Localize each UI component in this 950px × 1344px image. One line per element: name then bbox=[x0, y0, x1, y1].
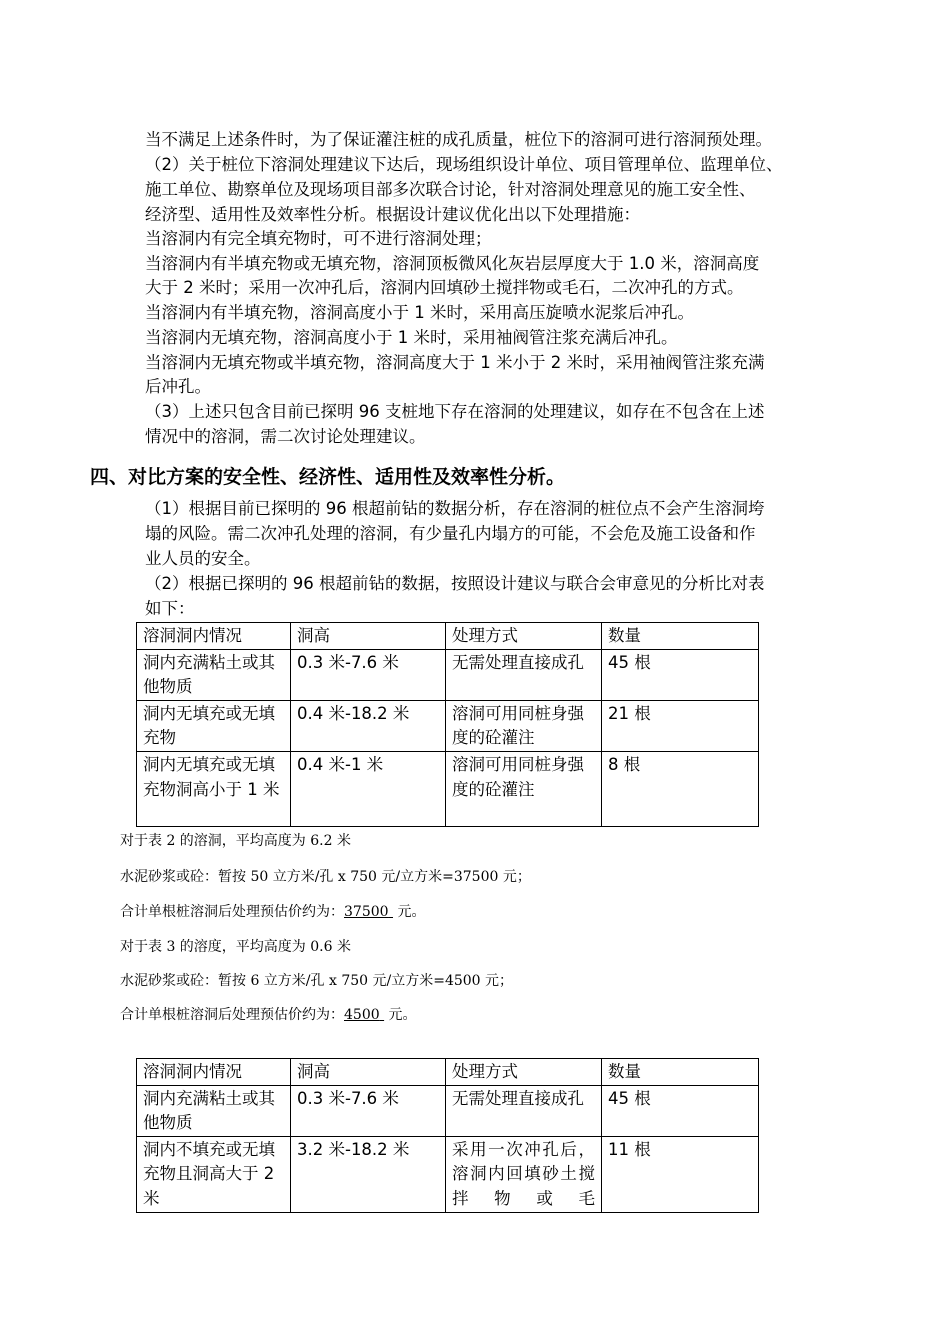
paragraph-line: 大于 2 米时；采用一次冲孔后，溶洞内回填砂土搅拌物或毛石，二次冲孔的方式。 bbox=[145, 278, 744, 297]
note-line: 水泥砂浆或砼：暂按 50 立方米/孔 x 750 元/立方米=37500 元； bbox=[120, 869, 531, 885]
paragraph-line: 当溶洞内无填充物，溶洞高度小于 1 米时，采用袖阀管注浆充满后冲孔。 bbox=[145, 328, 678, 347]
comparison-table-2 bbox=[136, 1058, 759, 1213]
table-cell: 溶洞可用同桩身强度的砼灌注 bbox=[446, 751, 602, 826]
estimated-price bbox=[344, 904, 393, 920]
estimated-price bbox=[344, 1007, 384, 1023]
paragraph-line: 塌的风险。需二次冲孔处理的溶洞，有少量孔内塌方的可能，不会危及施工设备和作 bbox=[145, 524, 756, 543]
header-cell: 处理方式 bbox=[446, 623, 602, 650]
note-line: 水泥砂浆或砼：暂按 6 立方米/孔 x 750 元/立方米=4500 元； bbox=[120, 973, 514, 989]
table-cell: 无需处理直接成孔 bbox=[446, 649, 602, 700]
header-cell: 处理方式 bbox=[446, 1059, 602, 1086]
paragraph-line: 后冲孔。 bbox=[145, 377, 211, 396]
header-cell: 洞高 bbox=[291, 623, 446, 650]
table-cell: 洞内无填充或无填充物洞高小于 1 米 bbox=[137, 751, 291, 826]
header-cell: 洞高 bbox=[291, 1059, 446, 1086]
paragraph-line: 施工单位、勘察单位及现场项目部多次联合讨论，针对溶洞处理意见的施工安全性、 bbox=[145, 180, 756, 199]
paragraph-line: 当溶洞内有半填充物，溶洞高度小于 1 米时，采用高压旋喷水泥浆后冲孔。 bbox=[145, 303, 694, 322]
table-cell: 21 根 bbox=[602, 700, 759, 751]
paragraph-line: （2）根据已探明的 96 根超前钻的数据，按照设计建议与联合会审意见的分析比对表 bbox=[145, 574, 765, 593]
header-cell: 溶洞洞内情况 bbox=[137, 1059, 291, 1086]
comparison-table-1 bbox=[136, 622, 759, 827]
table-cell: 采用一次冲孔后，溶洞内回填砂土搅拌物或毛 bbox=[446, 1136, 602, 1212]
note-text: 合计单根桩溶洞后处理预估价约为： bbox=[120, 1007, 344, 1023]
table-cell: 无需处理直接成孔 bbox=[446, 1085, 602, 1136]
table-cell: 0.3 米-7.6 米 bbox=[291, 649, 446, 700]
table-row bbox=[137, 649, 759, 700]
note-line: 对于表 3 的溶度，平均高度为 0.6 米 bbox=[120, 939, 351, 955]
table-cell: 0.3 米-7.6 米 bbox=[291, 1085, 446, 1136]
table-cell: 8 根 bbox=[602, 751, 759, 826]
paragraph-line: 当溶洞内有完全填充物时，可不进行溶洞处理； bbox=[145, 229, 492, 248]
table-header-row bbox=[137, 623, 759, 650]
header-cell: 数量 bbox=[602, 1059, 759, 1086]
note-text: 合计单根桩溶洞后处理预估价约为： bbox=[120, 904, 344, 920]
note-line bbox=[120, 1004, 417, 1024]
note-line bbox=[120, 901, 425, 921]
table-header-row bbox=[137, 1059, 759, 1086]
paragraph-line: （1）根据目前已探明的 96 根超前钻的数据分析，存在溶洞的桩位点不会产生溶洞垮 bbox=[145, 499, 765, 518]
paragraph-line: 如下： bbox=[145, 599, 195, 618]
table-cell: 3.2 米-18.2 米 bbox=[291, 1136, 446, 1212]
table-cell: 0.4 米-18.2 米 bbox=[291, 700, 446, 751]
paragraph-line: 业人员的安全。 bbox=[145, 549, 261, 568]
table-cell: 45 根 bbox=[602, 1085, 759, 1136]
paragraph-line: 经济型、适用性及效率性分析。根据设计建议优化出以下处理措施： bbox=[145, 205, 640, 224]
table-cell: 0.4 米-1 米 bbox=[291, 751, 446, 826]
paragraph-line: （2）关于桩位下溶洞处理建议下达后，现场组织设计单位、项目管理单位、监理单位、 bbox=[145, 155, 783, 174]
table-cell: 45 根 bbox=[602, 649, 759, 700]
table-cell: 11 根 bbox=[602, 1136, 759, 1212]
table-cell: 洞内充满粘土或其他物质 bbox=[137, 1085, 291, 1136]
table-cell: 洞内充满粘土或其他物质 bbox=[137, 649, 291, 700]
header-cell: 溶洞洞内情况 bbox=[137, 623, 291, 650]
note-text: 元。 bbox=[384, 1007, 417, 1023]
table-row bbox=[137, 1136, 759, 1212]
paragraph-line: 当不满足上述条件时，为了保证灌注桩的成孔质量，桩位下的溶洞可进行溶洞预处理。 bbox=[145, 130, 772, 149]
table-row bbox=[137, 1085, 759, 1136]
note-line: 对于表 2 的溶洞，平均高度为 6.2 米 bbox=[120, 833, 351, 849]
paragraph-line: 情况中的溶洞，需二次讨论处理建议。 bbox=[145, 427, 426, 446]
paragraph-line: 当溶洞内无填充物或半填充物，溶洞高度大于 1 米小于 2 米时，采用袖阀管注浆充满 bbox=[145, 353, 765, 372]
price-value: 4500 bbox=[344, 1007, 380, 1023]
table-row bbox=[137, 751, 759, 826]
table-cell: 洞内不填充或无填充物且洞高大于 2 米 bbox=[137, 1136, 291, 1212]
table-row bbox=[137, 700, 759, 751]
note-text: 元。 bbox=[393, 904, 426, 920]
paragraph-line: （3）上述只包含目前已探明 96 支桩地下存在溶洞的处理建议，如存在不包含在上述 bbox=[145, 402, 765, 421]
table-cell: 洞内无填充或无填充物 bbox=[137, 700, 291, 751]
price-value: 37500 bbox=[344, 904, 389, 920]
paragraph-line: 当溶洞内有半填充物或无填充物，溶洞顶板微风化灰岩层厚度大于 1.0 米，溶洞高度 bbox=[145, 254, 760, 273]
header-cell: 数量 bbox=[602, 623, 759, 650]
section-heading: 四、对比方案的安全性、经济性、适用性及效率性分析。 bbox=[90, 466, 566, 488]
table-cell: 溶洞可用同桩身强度的砼灌注 bbox=[446, 700, 602, 751]
